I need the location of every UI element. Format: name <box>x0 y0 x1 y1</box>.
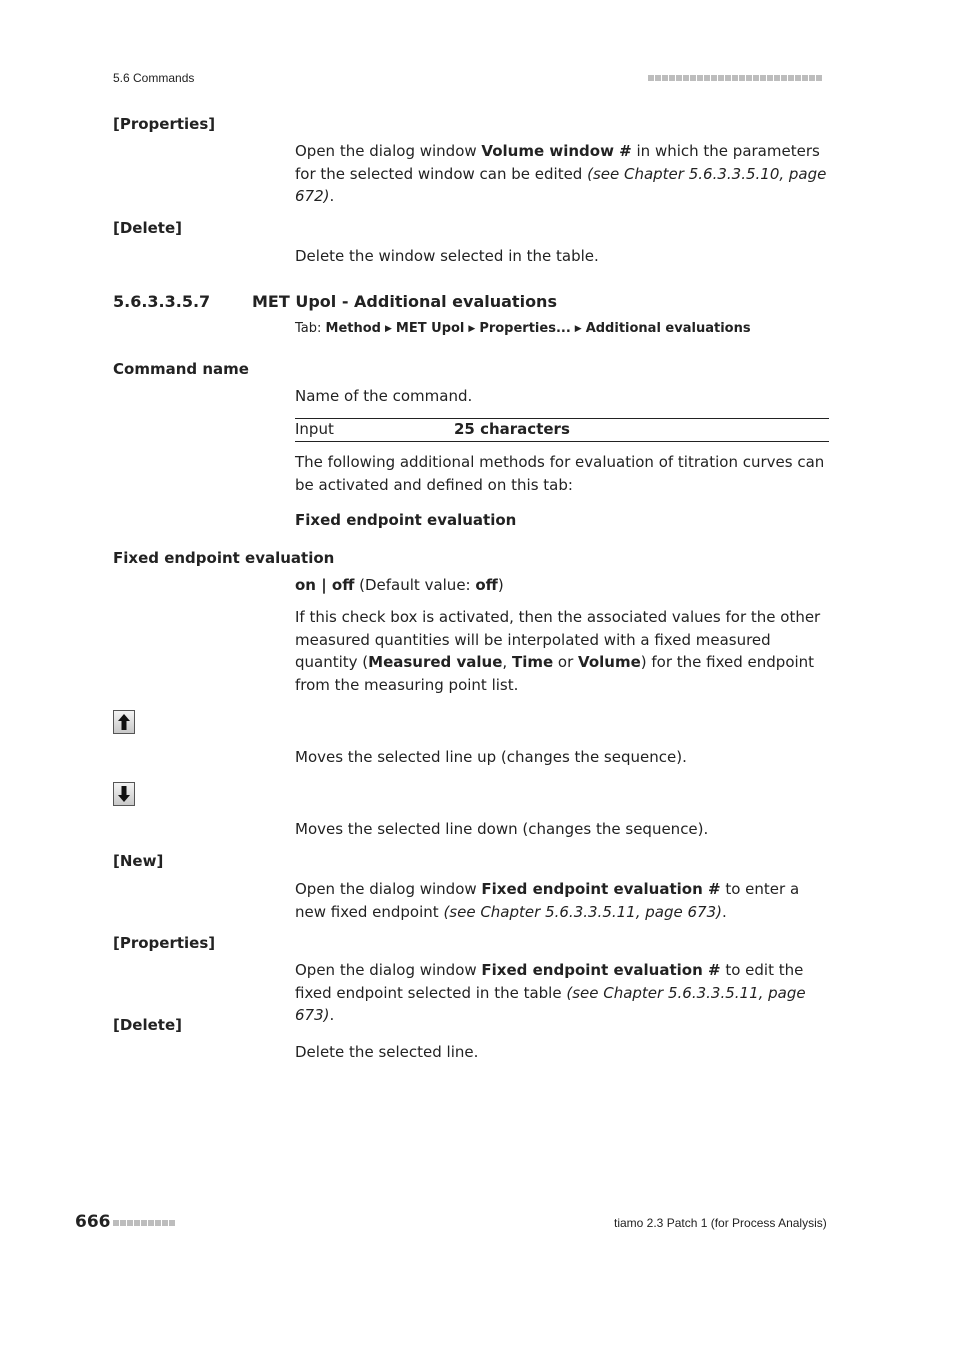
description-move-up: Moves the selected line up (changes the sequence). <box>295 748 687 766</box>
options-fixed-endpoint: on | off (Default value: off) <box>295 576 504 594</box>
input-spec-table <box>295 418 829 442</box>
section-number: 5.6.3.3.5.7 <box>113 292 211 311</box>
arrow-down-icon <box>117 785 131 803</box>
description-delete-2: Delete the selected line. <box>295 1043 479 1061</box>
term-delete: [Delete] <box>113 219 182 237</box>
description-command-name: Name of the command. <box>295 387 473 405</box>
description-move-down: Moves the selected line down (changes the sequence). <box>295 820 709 838</box>
subheading-fixed-endpoint: Fixed endpoint evaluation <box>295 511 517 529</box>
section-title: MET Upol - Additional evaluations <box>252 292 557 311</box>
tab-path: Tab: Method ▶ MET Upol ▶ Properties... ▶ Additional evaluations <box>295 321 751 336</box>
description-following: The following additional methods for evaluation of titration curves can be activated and defined on this tab: <box>295 453 825 494</box>
term-command-name: Command name <box>113 360 249 378</box>
description-new: Open the dialog window Fixed endpoint evaluation # to enter a new fixed endpoint (see Chapter 5.6.3.3.5.11, page 673). <box>295 880 800 921</box>
term-properties-2: [Properties] <box>113 934 216 952</box>
term-fixed-endpoint: Fixed endpoint evaluation <box>113 549 335 567</box>
page-number: 666 <box>75 1212 111 1232</box>
footer-product: tiamo 2.3 Patch 1 (for Process Analysis) <box>614 1216 827 1230</box>
move-down-button <box>113 782 135 806</box>
description-properties: Open the dialog window Volume window # in which the parameters for the selected window can be edited (see Chapter 5.6.3.3.5.10, page 672). <box>295 142 827 205</box>
arrow-up-icon <box>117 713 131 731</box>
move-up-button <box>113 710 135 734</box>
footer-decoration <box>113 1220 175 1226</box>
running-header-section: 5.6 Commands <box>113 71 195 85</box>
input-label: Input <box>295 420 334 438</box>
description-delete: Delete the window selected in the table. <box>295 247 599 265</box>
input-value: 25 characters <box>454 420 570 438</box>
term-new: [New] <box>113 852 164 870</box>
description-fixed-endpoint: If this check box is activated, then the associated values for the other measured quantities will be interpolated with a fixed measured quantity (Measured value, Time or Volume) for the fixed endpoint from the measuring point list. <box>295 608 821 694</box>
term-properties: [Properties] <box>113 115 216 133</box>
description-properties-2: Open the dialog window Fixed endpoint evaluation # to edit the fixed endpoint selected in the table (see Chapter 5.6.3.3.5.11, page 673). <box>295 961 806 1024</box>
header-decoration <box>648 75 822 81</box>
term-delete-2: [Delete] <box>113 1016 182 1034</box>
